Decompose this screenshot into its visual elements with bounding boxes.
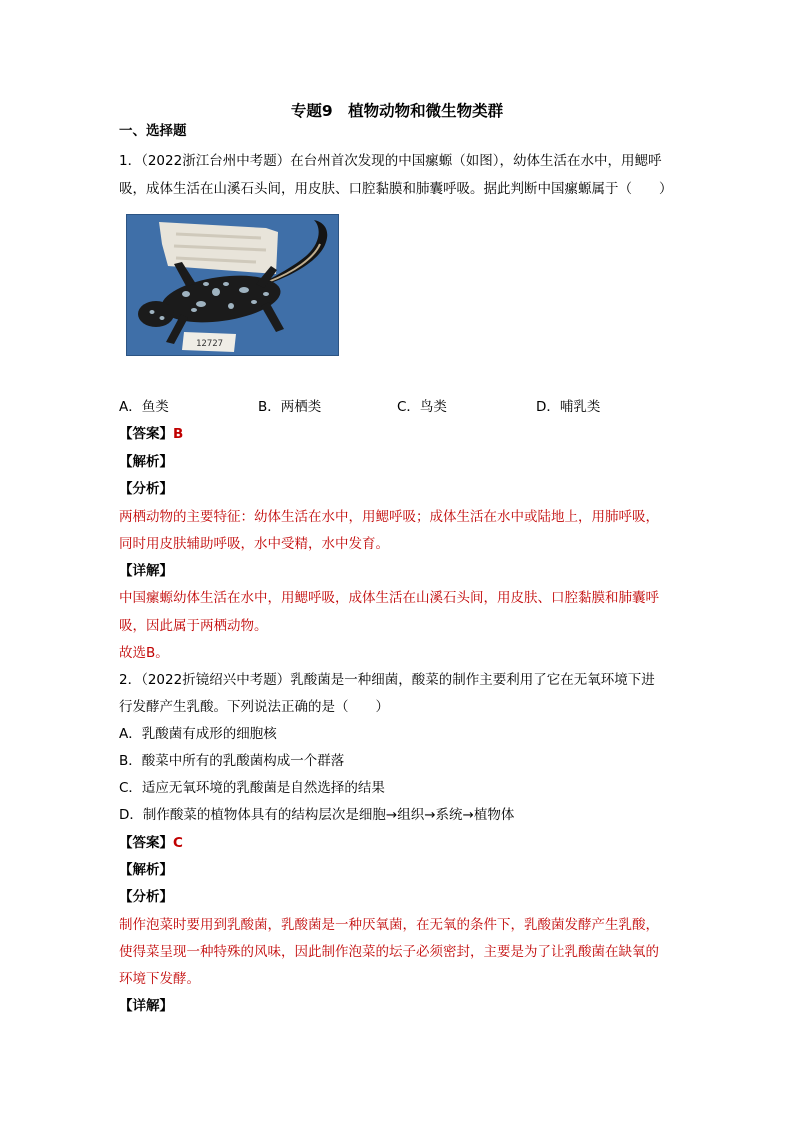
answer-value: B	[173, 426, 184, 442]
question-2-option-a: A．乳酸菌有成形的细胞核	[119, 726, 277, 742]
specimen-tag	[182, 332, 236, 352]
question-1-option-b: B．两栖类	[258, 399, 322, 415]
question-1-detail: 吸，因此属于两栖动物。	[119, 618, 268, 634]
salamander-head	[138, 301, 174, 327]
question-2-fenxi: 使得菜呈现一种特殊的风味，因此制作泡菜的坛子必须密封，主要是为了让乳酸菌在缺氧的	[119, 944, 659, 960]
question-2-stem: 行发酵产生乳酸。下列说法正确的是（ ）	[119, 699, 389, 715]
question-1-answer	[119, 425, 183, 443]
answer-label: 【答案】	[119, 835, 173, 851]
question-2-option-c: C．适应无氧环境的乳酸菌是自然选择的结果	[119, 780, 385, 796]
question-1-stem: 吸，成体生活在山溪石头间，用皮肤、口腔黏膜和肺囊呼吸。据此判断中国瘰螈属于（ ）	[119, 181, 673, 197]
question-2-fenxi: 环境下发酵。	[119, 971, 200, 987]
question-2-fenxi: 制作泡菜时要用到乳酸菌，乳酸菌是一种厌氧菌，在无氧的条件下，乳酸菌发酵产生乳酸，	[119, 917, 659, 933]
salamander-photo	[126, 214, 339, 356]
question-1-conclusion: 故选B。	[119, 645, 169, 661]
page-title: 专题9 植物动物和微生物类群	[290, 102, 504, 120]
answer-label: 【答案】	[119, 426, 173, 442]
detail-label: 【详解】	[119, 998, 173, 1014]
question-2-option-d: D．制作酸菜的植物体具有的结构层次是细胞→组织→系统→植物体	[119, 807, 515, 823]
question-1-stem: 1．（2022浙江台州中考题）在台州首次发现的中国瘰螈（如图），幼体生活在水中，用鳃呼	[119, 153, 662, 169]
question-2-stem: 2．（2022折镜绍兴中考题）乳酸菌是一种细菌，酸菜的制作主要利用了它在无氧环境下进	[119, 672, 655, 688]
section-heading: 一、选择题	[119, 123, 187, 139]
fenxi-label: 【分析】	[119, 889, 173, 905]
question-2-answer	[119, 834, 183, 852]
question-1-option-c: C．鸟类	[397, 399, 447, 415]
analysis-label: 【解析】	[119, 454, 173, 470]
question-1-fenxi: 同时用皮肤辅助呼吸，水中受精，水中发育。	[119, 536, 389, 552]
question-1-detail: 中国瘰螈幼体生活在水中，用鳃呼吸，成体生活在山溪石头间，用皮肤、口腔黏膜和肺囊呼	[119, 590, 659, 606]
question-1-option-a: A．鱼类	[119, 399, 169, 415]
detail-label: 【详解】	[119, 563, 173, 579]
question-2-option-b: B．酸菜中所有的乳酸菌构成一个群落	[119, 753, 345, 769]
answer-value: C	[173, 835, 183, 851]
fenxi-label: 【分析】	[119, 481, 173, 497]
question-1-option-d: D．哺乳类	[536, 399, 601, 415]
specimen-tag-number: 12727	[196, 339, 224, 349]
question-1-fenxi: 两栖动物的主要特征：幼体生活在水中，用鳃呼吸；成体生活在水中或陆地上，用肺呼吸，	[119, 509, 659, 525]
analysis-label: 【解析】	[119, 862, 173, 878]
